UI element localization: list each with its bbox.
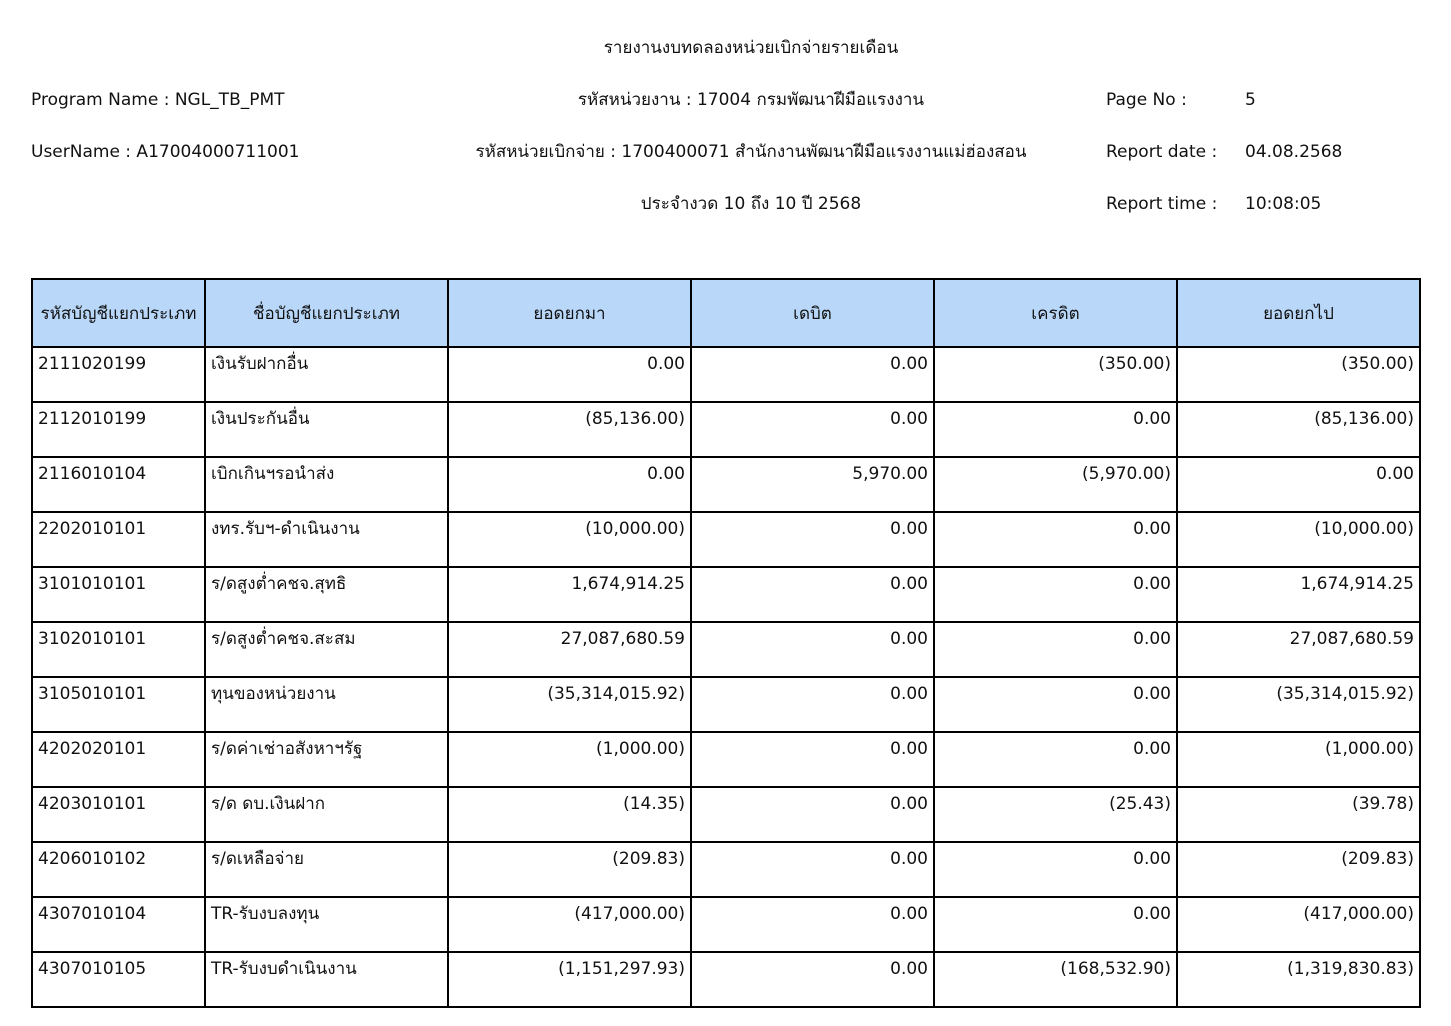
debit-cell: 0.00 <box>691 512 934 567</box>
table-row <box>32 347 1420 402</box>
debit-cell: 0.00 <box>691 677 934 732</box>
closing-balance-cell: (1,319,830.83) <box>1177 952 1420 1007</box>
debit-cell: 0.00 <box>691 952 934 1007</box>
opening-balance-cell: (35,314,015.92) <box>448 677 691 732</box>
account-name-cell: เงินรับฝากอื่น <box>205 347 448 402</box>
account-code-cell: 2111020199 <box>32 347 205 402</box>
credit-cell: (168,532.90) <box>934 952 1177 1007</box>
page-no-label: Page No : <box>1106 90 1187 110</box>
column-header-credit: เครดิต <box>934 279 1177 347</box>
closing-balance-cell: 1,674,914.25 <box>1177 567 1420 622</box>
closing-balance-cell: (209.83) <box>1177 842 1420 897</box>
debit-cell: 0.00 <box>691 732 934 787</box>
closing-balance-cell: 0.00 <box>1177 457 1420 512</box>
credit-cell: (350.00) <box>934 347 1177 402</box>
column-header-opening-balance: ยอดยกมา <box>448 279 691 347</box>
opening-balance-cell: (209.83) <box>448 842 691 897</box>
account-name-cell: เงินประกันอื่น <box>205 402 448 457</box>
account-name-cell: TR-รับงบดำเนินงาน <box>205 952 448 1007</box>
credit-cell: 0.00 <box>934 512 1177 567</box>
debit-cell: 0.00 <box>691 842 934 897</box>
disbursing-unit: รหัสหน่วยเบิกจ่าย : 1700400071 สำนักงานพัฒนาฝีมือแรงงานแม่ฮ่องสอน <box>475 142 1027 162</box>
report-time-value: 10:08:05 <box>1245 194 1322 214</box>
account-code-cell: 3105010101 <box>32 677 205 732</box>
debit-cell: 0.00 <box>691 622 934 677</box>
column-header-account-code: รหัสบัญชีแยกประเภท <box>32 279 205 347</box>
account-code-cell: 2202010101 <box>32 512 205 567</box>
agency-code: รหัสหน่วยงาน : 17004 กรมพัฒนาฝีมือแรงงาน <box>577 90 925 110</box>
opening-balance-cell: 27,087,680.59 <box>448 622 691 677</box>
report-period: ประจำงวด 10 ถึง 10 ปี 2568 <box>640 194 862 214</box>
account-code-cell: 4307010104 <box>32 897 205 952</box>
closing-balance-cell: (417,000.00) <box>1177 897 1420 952</box>
credit-cell: 0.00 <box>934 402 1177 457</box>
table-row <box>32 952 1420 1007</box>
program-name: Program Name : NGL_TB_PMT <box>31 90 285 110</box>
account-name-cell: ร/ดค่าเช่าอสังหาฯรัฐ <box>205 732 448 787</box>
debit-cell: 0.00 <box>691 897 934 952</box>
opening-balance-cell: (1,151,297.93) <box>448 952 691 1007</box>
table-row <box>32 732 1420 787</box>
credit-cell: 0.00 <box>934 677 1177 732</box>
opening-balance-cell: (85,136.00) <box>448 402 691 457</box>
table-row <box>32 677 1420 732</box>
opening-balance-cell: 0.00 <box>448 457 691 512</box>
column-header-account-name: ชื่อบัญชีแยกประเภท <box>205 279 448 347</box>
debit-cell: 0.00 <box>691 787 934 842</box>
account-code-cell: 4203010101 <box>32 787 205 842</box>
table-row <box>32 457 1420 512</box>
account-name-cell: เบิกเกินฯรอนำส่ง <box>205 457 448 512</box>
account-name-cell: ร/ดสูงต่ำคชจ.สะสม <box>205 622 448 677</box>
table-row <box>32 897 1420 952</box>
opening-balance-cell: (417,000.00) <box>448 897 691 952</box>
table-row <box>32 842 1420 897</box>
credit-cell: 0.00 <box>934 897 1177 952</box>
account-code-cell: 2112010199 <box>32 402 205 457</box>
debit-cell: 0.00 <box>691 347 934 402</box>
closing-balance-cell: 27,087,680.59 <box>1177 622 1420 677</box>
credit-cell: 0.00 <box>934 622 1177 677</box>
table-row <box>32 622 1420 677</box>
account-code-cell: 3102010101 <box>32 622 205 677</box>
debit-cell: 5,970.00 <box>691 457 934 512</box>
opening-balance-cell: 0.00 <box>448 347 691 402</box>
account-code-cell: 4307010105 <box>32 952 205 1007</box>
account-code-cell: 4206010102 <box>32 842 205 897</box>
column-header-closing-balance: ยอดยกไป <box>1177 279 1420 347</box>
table-row <box>32 567 1420 622</box>
account-name-cell: ร/ดเหลือจ่าย <box>205 842 448 897</box>
debit-cell: 0.00 <box>691 402 934 457</box>
account-name-cell: งทร.รับฯ-ดำเนินงาน <box>205 512 448 567</box>
closing-balance-cell: (10,000.00) <box>1177 512 1420 567</box>
credit-cell: 0.00 <box>934 567 1177 622</box>
account-name-cell: ร/ด ดบ.เงินฝาก <box>205 787 448 842</box>
credit-cell: 0.00 <box>934 842 1177 897</box>
account-code-cell: 4202020101 <box>32 732 205 787</box>
closing-balance-cell: (35,314,015.92) <box>1177 677 1420 732</box>
username: UserName : A17004000711001 <box>31 142 300 162</box>
debit-cell: 0.00 <box>691 567 934 622</box>
opening-balance-cell: 1,674,914.25 <box>448 567 691 622</box>
closing-balance-cell: (85,136.00) <box>1177 402 1420 457</box>
opening-balance-cell: (10,000.00) <box>448 512 691 567</box>
closing-balance-cell: (1,000.00) <box>1177 732 1420 787</box>
account-code-cell: 3101010101 <box>32 567 205 622</box>
closing-balance-cell: (39.78) <box>1177 787 1420 842</box>
credit-cell: (5,970.00) <box>934 457 1177 512</box>
opening-balance-cell: (14.35) <box>448 787 691 842</box>
account-name-cell: ร/ดสูงต่ำคชจ.สุทธิ <box>205 567 448 622</box>
report-time-label: Report time : <box>1106 194 1218 214</box>
report-date-value: 04.08.2568 <box>1245 142 1343 162</box>
report-date-label: Report date : <box>1106 142 1218 162</box>
opening-balance-cell: (1,000.00) <box>448 732 691 787</box>
credit-cell: 0.00 <box>934 732 1177 787</box>
table-row <box>32 402 1420 457</box>
trial-balance-table <box>31 278 1421 1008</box>
account-code-cell: 2116010104 <box>32 457 205 512</box>
closing-balance-cell: (350.00) <box>1177 347 1420 402</box>
page-no-value: 5 <box>1245 90 1256 110</box>
report-title: รายงานงบทดลองหน่วยเบิกจ่ายรายเดือน <box>603 38 899 58</box>
account-name-cell: TR-รับงบลงทุน <box>205 897 448 952</box>
account-name-cell: ทุนของหน่วยงาน <box>205 677 448 732</box>
column-header-debit: เดบิต <box>691 279 934 347</box>
table-row <box>32 512 1420 567</box>
table-row <box>32 787 1420 842</box>
credit-cell: (25.43) <box>934 787 1177 842</box>
table-header-row <box>32 279 1420 347</box>
